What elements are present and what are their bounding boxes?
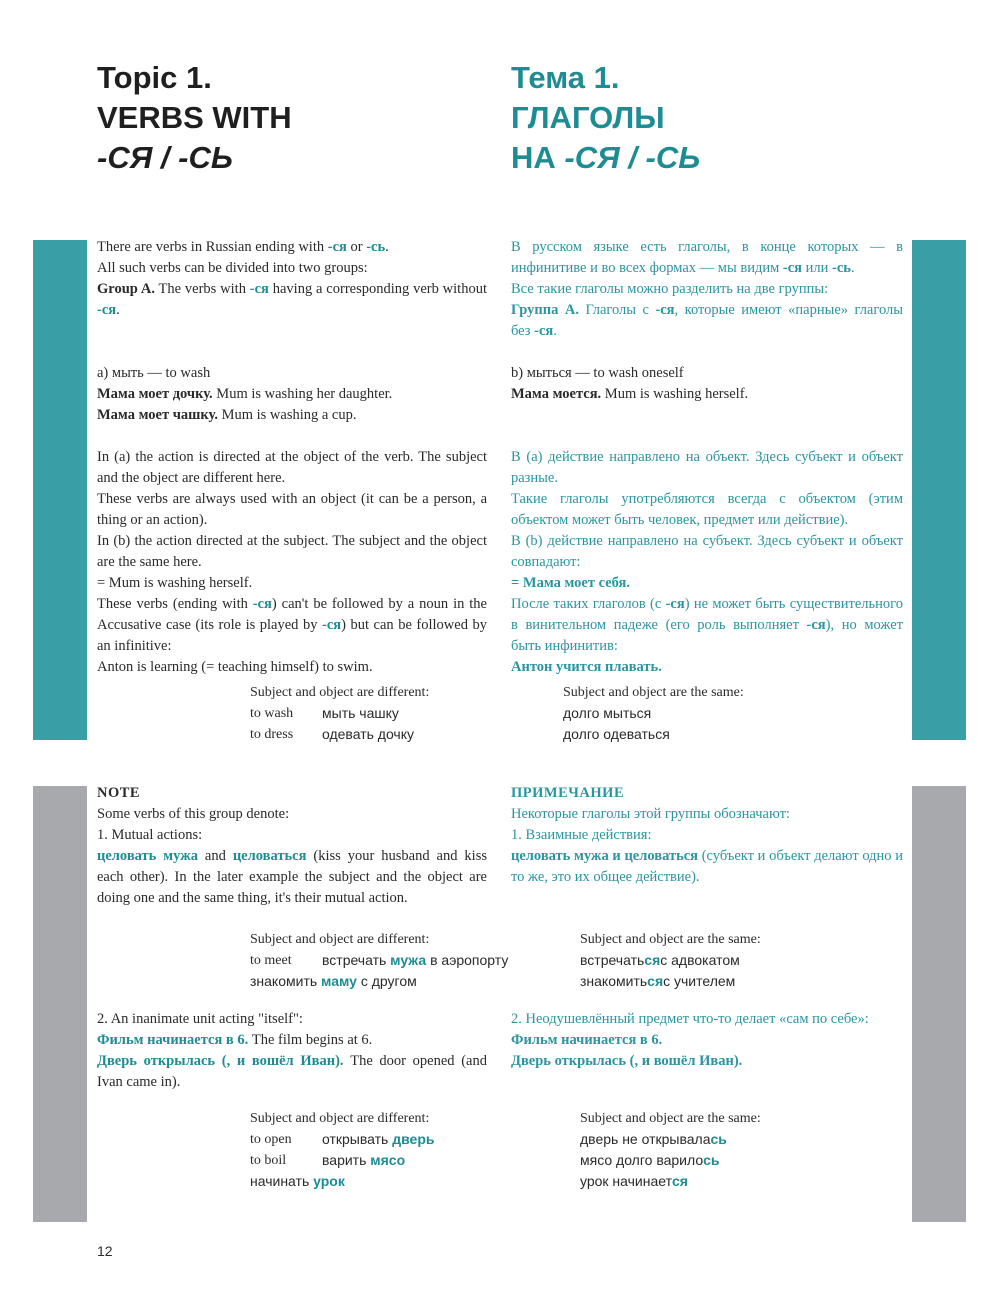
- s1-table-left-head: Subject and object are different:: [250, 685, 430, 700]
- table-row: начинать урок: [250, 1173, 345, 1189]
- section2-en: [97, 783, 487, 909]
- table-row: встречать ся с адвокатом: [580, 952, 740, 968]
- s1-ru-p3: В (b) действие направлено на субъект. Здесь субъект и объект совпадают:: [511, 533, 903, 570]
- table-row: долго мыться: [563, 705, 652, 721]
- s2-ru-intro: Некоторые глаголы этой группы обозначают:: [511, 806, 790, 822]
- section2-ru-part2: [511, 1009, 903, 1072]
- s1-ru-p1: В (а) действие направлено на объект. Здесь субъект и объект разные.: [511, 449, 903, 486]
- s2-ru-item2: 2. Неодушевлённый предмет что-то делает «сам по себе»:: [511, 1011, 869, 1027]
- s2-en-ex1: Фильм начинается в 6. The film begins at 6.: [97, 1032, 373, 1048]
- s2-en-item2: 2. An inanimate unit acting "itself":: [97, 1011, 303, 1027]
- note-heading: NOTE: [97, 785, 141, 801]
- note-heading-ru: ПРИМЕЧАНИЕ: [511, 785, 625, 801]
- s2-table2-right: [580, 1108, 761, 1192]
- s1-ru-intro2: Все такие глаголы можно разделить на две группы:: [511, 281, 829, 297]
- title-ru-line2: ГЛАГОЛЫ: [511, 100, 665, 135]
- table-row: to open открывать дверь: [250, 1131, 435, 1147]
- s2-table1-right-head: Subject and object are the same:: [580, 932, 761, 947]
- s2-en-mutual: целовать мужа and целоваться (kiss your husband and kiss each other). In the later example the subject and the object are doing one and the same thing, it's their mutual action.: [97, 848, 487, 906]
- s1-table-right-head: Subject and object are the same:: [563, 685, 744, 700]
- title-en-line3: -СЯ / -СЬ: [97, 140, 233, 175]
- table-row: мясо долго варило сь: [580, 1152, 720, 1168]
- teal-bar-right: [912, 240, 966, 740]
- s2-table1-left: [250, 929, 508, 992]
- gray-bar-left: [33, 786, 87, 1222]
- title-ru-line1: Тема 1.: [511, 60, 620, 95]
- s1-en-p5: These verbs (ending with -ся) can't be followed by a noun in the Accusative case (its role is played by -ся) but can be followed by an infinitive:: [97, 596, 487, 654]
- s1-table-right: [563, 682, 744, 745]
- table-row: to wash мыть чашку: [250, 705, 399, 721]
- section2-ru: [511, 783, 903, 888]
- s1-ru-p5: После таких глаголов (с -ся) не может быть существительного в винительном падеже (его роль выполняет -ся), но может быть инфинитив:: [511, 596, 903, 654]
- title-en: [97, 58, 292, 178]
- table-row: to boil варить мясо: [250, 1152, 406, 1168]
- s2-en-ex2: Дверь открылась (, и вошёл Иван). The door opened (and Ivan came in).: [97, 1053, 487, 1090]
- s1-ru-p6: Антон учится плавать.: [511, 659, 662, 675]
- title-en-line1: Topic 1.: [97, 60, 212, 95]
- s2-en-intro: Some verbs of this group denote:: [97, 806, 290, 822]
- table-row: дверь не открывала сь: [580, 1131, 727, 1147]
- s1-en-intro2: All such verbs can be divided into two groups:: [97, 260, 368, 276]
- s1-en-example-1: Мама моет дочку. Mum is washing her daughter.: [97, 386, 393, 402]
- table-row: to dress одевать дочку: [250, 726, 415, 742]
- s1-ru-example-1: Мама моется. Mum is washing herself.: [511, 386, 749, 402]
- s2-table2-left: [250, 1108, 434, 1192]
- page-number: 12: [97, 1243, 113, 1259]
- title-ru-line3-italic: -СЯ / -СЬ: [564, 140, 701, 175]
- section1-en: [97, 237, 487, 678]
- s2-ru-ex1: Фильм начинается в 6.: [511, 1032, 663, 1048]
- s1-ru-p2: Такие глаголы употребляются всегда с объектом (этим объектом может быть человек, предмет или действие).: [511, 491, 903, 528]
- table-row: знакомить маму с другом: [250, 973, 417, 989]
- section2-en-part2: [97, 1009, 487, 1093]
- s1-en-p3: In (b) the action directed at the subject. The subject and the object are the same here.: [97, 533, 487, 570]
- s1-en-p1: In (a) the action is directed at the object of the verb. The subject and the object are different here.: [97, 449, 487, 486]
- s1-en-example-a: a) мыть — to wash: [97, 365, 211, 381]
- s1-en-p4: = Mum is washing herself.: [97, 575, 253, 591]
- s1-en-groupA: Group A. The verbs with -ся having a corresponding verb without -ся.: [97, 281, 487, 318]
- table-row: урок начинает ся: [580, 1173, 688, 1189]
- s2-ru-ex2: Дверь открылась (, и вошёл Иван).: [511, 1053, 743, 1069]
- s1-en-example-2: Мама моет чашку. Mum is washing a cup.: [97, 407, 357, 423]
- s2-ru-mutual: целовать мужа и целоваться (субъект и объект делают одно и то же, это их общее действие).: [511, 848, 903, 885]
- s1-ru-intro1: В русском языке есть глаголы, в конце которых — в инфинитиве и во всех формах — мы видим -ся или -сь.: [511, 239, 903, 276]
- gray-bar-right: [912, 786, 966, 1222]
- teal-bar-left: [33, 240, 87, 740]
- table-row: to meet встречать мужа в аэропорту: [250, 952, 509, 968]
- table-row: знакомить ся с учителем: [580, 973, 736, 989]
- s1-ru-p4: = Мама моет себя.: [511, 575, 631, 591]
- table-row: долго одеваться: [563, 726, 670, 742]
- section1-ru: [511, 237, 903, 678]
- title-ru-line3-prefix: НА: [511, 140, 565, 175]
- title-ru-line3: [511, 138, 700, 178]
- s2-ru-item1: 1. Взаимные действия:: [511, 827, 652, 843]
- s2-en-item1: 1. Mutual actions:: [97, 827, 203, 843]
- s2-table1-left-head: Subject and object are different:: [250, 932, 430, 947]
- s1-ru-example-b: b) мыться — to wash oneself: [511, 365, 684, 381]
- s1-en-p6: Anton is learning (= teaching himself) to swim.: [97, 659, 373, 675]
- s2-table2-right-head: Subject and object are the same:: [580, 1111, 761, 1126]
- s1-table-left: [250, 682, 429, 745]
- title-ru: [511, 58, 700, 178]
- s1-en-intro1: There are verbs in Russian ending with -ся or -сь.: [97, 239, 389, 255]
- title-en-line2: VERBS WITH: [97, 100, 292, 135]
- s2-table1-right: [580, 929, 761, 992]
- s1-ru-groupA: Группа А. Глаголы с -ся, которые имеют «парные» глаголы без -ся.: [511, 302, 903, 339]
- s2-table2-left-head: Subject and object are different:: [250, 1111, 430, 1126]
- s1-en-p2: These verbs are always used with an object (it can be a person, a thing or an action).: [97, 491, 487, 528]
